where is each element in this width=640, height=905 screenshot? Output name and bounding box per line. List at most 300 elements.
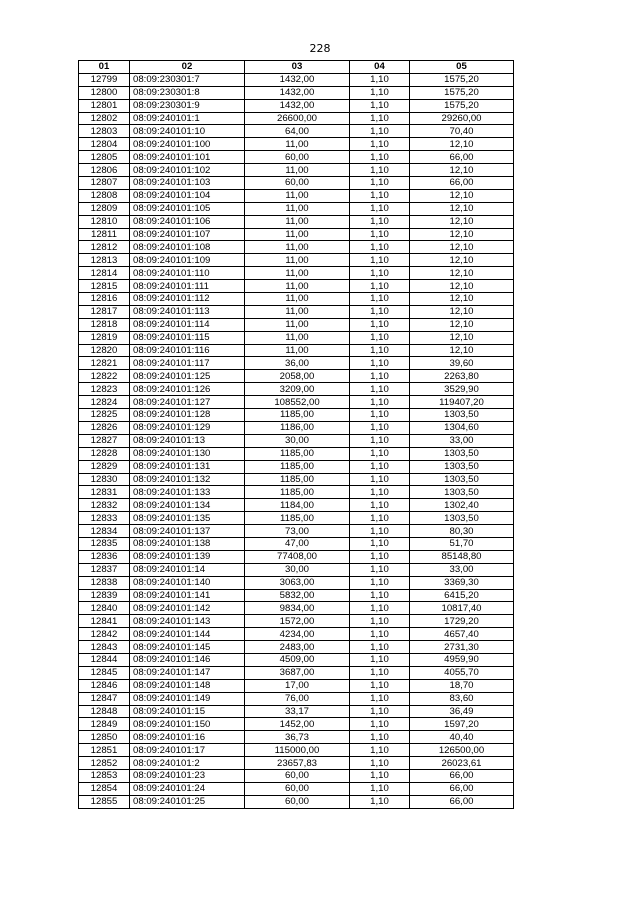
table-row	[79, 138, 514, 151]
value-cell: 1572,00	[245, 615, 350, 628]
result-cell: 51,70	[410, 537, 514, 550]
table-header-row	[79, 61, 514, 74]
result-cell: 12,10	[410, 215, 514, 228]
row-number-cell: 12845	[79, 666, 130, 679]
row-number-cell: 12809	[79, 202, 130, 215]
coefficient-cell: 1,10	[350, 241, 410, 254]
coefficient-cell: 1,10	[350, 576, 410, 589]
coefficient-cell: 1,10	[350, 525, 410, 538]
row-number-cell: 12799	[79, 73, 130, 86]
value-cell: 47,00	[245, 537, 350, 550]
value-cell: 1432,00	[245, 99, 350, 112]
cadastral-number-cell: 08:09:240101:114	[130, 318, 245, 331]
coefficient-cell: 1,10	[350, 744, 410, 757]
row-number-cell: 12801	[79, 99, 130, 112]
table-row	[79, 228, 514, 241]
coefficient-cell: 1,10	[350, 267, 410, 280]
table-row	[79, 525, 514, 538]
value-cell: 73,00	[245, 525, 350, 538]
row-number-cell: 12806	[79, 164, 130, 177]
row-number-cell: 12853	[79, 769, 130, 782]
value-cell: 11,00	[245, 344, 350, 357]
value-cell: 1432,00	[245, 73, 350, 86]
table-row	[79, 318, 514, 331]
row-number-cell: 12846	[79, 679, 130, 692]
result-cell: 18,70	[410, 679, 514, 692]
result-cell: 126500,00	[410, 744, 514, 757]
cadastral-number-cell: 08:09:240101:127	[130, 396, 245, 409]
result-cell: 29260,00	[410, 112, 514, 125]
value-cell: 1432,00	[245, 86, 350, 99]
cadastral-number-cell: 08:09:240101:15	[130, 705, 245, 718]
value-cell: 11,00	[245, 318, 350, 331]
value-cell: 2058,00	[245, 370, 350, 383]
result-cell: 12,10	[410, 164, 514, 177]
result-cell: 12,10	[410, 344, 514, 357]
coefficient-cell: 1,10	[350, 202, 410, 215]
table-row	[79, 331, 514, 344]
value-cell: 1185,00	[245, 409, 350, 422]
result-cell: 4055,70	[410, 666, 514, 679]
value-cell: 1185,00	[245, 447, 350, 460]
table-row	[79, 396, 514, 409]
cadastral-number-cell: 08:09:240101:101	[130, 151, 245, 164]
result-cell: 4657,40	[410, 628, 514, 641]
coefficient-cell: 1,10	[350, 757, 410, 770]
cadastral-number-cell: 08:09:240101:149	[130, 692, 245, 705]
result-cell: 12,10	[410, 280, 514, 293]
cadastral-number-cell: 08:09:240101:135	[130, 512, 245, 525]
coefficient-cell: 1,10	[350, 189, 410, 202]
table-row	[79, 460, 514, 473]
row-number-cell: 12841	[79, 615, 130, 628]
coefficient-cell: 1,10	[350, 666, 410, 679]
coefficient-cell: 1,10	[350, 280, 410, 293]
table-row	[79, 576, 514, 589]
result-cell: 119407,20	[410, 396, 514, 409]
cadastral-number-cell: 08:09:240101:103	[130, 177, 245, 190]
coefficient-cell: 1,10	[350, 318, 410, 331]
coefficient-cell: 1,10	[350, 589, 410, 602]
row-number-cell: 12832	[79, 499, 130, 512]
column-header-04: 04	[350, 61, 410, 74]
table-row	[79, 202, 514, 215]
row-number-cell: 12803	[79, 125, 130, 138]
coefficient-cell: 1,10	[350, 293, 410, 306]
value-cell: 2483,00	[245, 641, 350, 654]
result-cell: 1729,20	[410, 615, 514, 628]
row-number-cell: 12830	[79, 473, 130, 486]
table-row	[79, 744, 514, 757]
cadastral-number-cell: 08:09:240101:148	[130, 679, 245, 692]
result-cell: 2731,30	[410, 641, 514, 654]
coefficient-cell: 1,10	[350, 641, 410, 654]
cadastral-number-cell: 08:09:240101:25	[130, 795, 245, 808]
result-cell: 12,10	[410, 138, 514, 151]
result-cell: 10817,40	[410, 602, 514, 615]
coefficient-cell: 1,10	[350, 86, 410, 99]
table-row	[79, 537, 514, 550]
row-number-cell: 12852	[79, 757, 130, 770]
row-number-cell: 12811	[79, 228, 130, 241]
result-cell: 1303,50	[410, 409, 514, 422]
row-number-cell: 12808	[79, 189, 130, 202]
result-cell: 4959,90	[410, 653, 514, 666]
row-number-cell: 12847	[79, 692, 130, 705]
row-number-cell: 12822	[79, 370, 130, 383]
coefficient-cell: 1,10	[350, 795, 410, 808]
row-number-cell: 12831	[79, 486, 130, 499]
table-row	[79, 125, 514, 138]
result-cell: 66,00	[410, 177, 514, 190]
column-header-03: 03	[245, 61, 350, 74]
coefficient-cell: 1,10	[350, 537, 410, 550]
row-number-cell: 12835	[79, 537, 130, 550]
result-cell: 12,10	[410, 293, 514, 306]
result-cell: 85148,80	[410, 550, 514, 563]
coefficient-cell: 1,10	[350, 112, 410, 125]
result-cell: 1304,60	[410, 421, 514, 434]
table-row	[79, 628, 514, 641]
row-number-cell: 12802	[79, 112, 130, 125]
cadastral-number-cell: 08:09:240101:102	[130, 164, 245, 177]
table-row	[79, 550, 514, 563]
table-row	[79, 293, 514, 306]
table-row	[79, 99, 514, 112]
coefficient-cell: 1,10	[350, 254, 410, 267]
result-cell: 66,00	[410, 795, 514, 808]
cadastral-number-cell: 08:09:240101:105	[130, 202, 245, 215]
table-row	[79, 731, 514, 744]
table-row	[79, 112, 514, 125]
row-number-cell: 12838	[79, 576, 130, 589]
result-cell: 1597,20	[410, 718, 514, 731]
cadastral-number-cell: 08:09:240101:13	[130, 434, 245, 447]
row-number-cell: 12849	[79, 718, 130, 731]
value-cell: 23657,83	[245, 757, 350, 770]
table-row	[79, 447, 514, 460]
table-row	[79, 757, 514, 770]
row-number-cell: 12843	[79, 641, 130, 654]
value-cell: 11,00	[245, 215, 350, 228]
cadastral-number-cell: 08:09:240101:10	[130, 125, 245, 138]
coefficient-cell: 1,10	[350, 151, 410, 164]
cadastral-number-cell: 08:09:240101:100	[130, 138, 245, 151]
row-number-cell: 12839	[79, 589, 130, 602]
table-row	[79, 499, 514, 512]
value-cell: 11,00	[245, 228, 350, 241]
table-row	[79, 615, 514, 628]
cadastral-number-cell: 08:09:240101:116	[130, 344, 245, 357]
cadastral-number-cell: 08:09:240101:17	[130, 744, 245, 757]
cadastral-number-cell: 08:09:240101:109	[130, 254, 245, 267]
coefficient-cell: 1,10	[350, 512, 410, 525]
result-cell: 3529,90	[410, 383, 514, 396]
value-cell: 11,00	[245, 305, 350, 318]
result-cell: 1302,40	[410, 499, 514, 512]
result-cell: 1303,50	[410, 447, 514, 460]
value-cell: 9834,00	[245, 602, 350, 615]
coefficient-cell: 1,10	[350, 409, 410, 422]
row-number-cell: 12820	[79, 344, 130, 357]
cadastral-number-cell: 08:09:240101:113	[130, 305, 245, 318]
table-row	[79, 215, 514, 228]
result-cell: 66,00	[410, 782, 514, 795]
value-cell: 1186,00	[245, 421, 350, 434]
value-cell: 11,00	[245, 241, 350, 254]
value-cell: 36,00	[245, 357, 350, 370]
table-row	[79, 486, 514, 499]
cadastral-number-cell: 08:09:240101:125	[130, 370, 245, 383]
row-number-cell: 12810	[79, 215, 130, 228]
coefficient-cell: 1,10	[350, 396, 410, 409]
table-row	[79, 589, 514, 602]
result-cell: 2263,80	[410, 370, 514, 383]
value-cell: 1185,00	[245, 460, 350, 473]
table-row	[79, 164, 514, 177]
cadastral-number-cell: 08:09:240101:130	[130, 447, 245, 460]
result-cell: 1303,50	[410, 486, 514, 499]
coefficient-cell: 1,10	[350, 731, 410, 744]
table-body	[79, 73, 514, 808]
row-number-cell: 12823	[79, 383, 130, 396]
coefficient-cell: 1,10	[350, 177, 410, 190]
value-cell: 26600,00	[245, 112, 350, 125]
result-cell: 12,10	[410, 254, 514, 267]
result-cell: 80,30	[410, 525, 514, 538]
value-cell: 17,00	[245, 679, 350, 692]
table-row	[79, 769, 514, 782]
row-number-cell: 12827	[79, 434, 130, 447]
cadastral-number-cell: 08:09:240101:128	[130, 409, 245, 422]
cadastral-number-cell: 08:09:240101:146	[130, 653, 245, 666]
cadastral-number-cell: 08:09:240101:126	[130, 383, 245, 396]
table-row	[79, 705, 514, 718]
coefficient-cell: 1,10	[350, 628, 410, 641]
result-cell: 12,10	[410, 241, 514, 254]
table-row	[79, 86, 514, 99]
row-number-cell: 12855	[79, 795, 130, 808]
table-row	[79, 653, 514, 666]
coefficient-cell: 1,10	[350, 357, 410, 370]
value-cell: 30,00	[245, 434, 350, 447]
coefficient-cell: 1,10	[350, 563, 410, 576]
result-cell: 12,10	[410, 228, 514, 241]
row-number-cell: 12829	[79, 460, 130, 473]
coefficient-cell: 1,10	[350, 782, 410, 795]
value-cell: 3209,00	[245, 383, 350, 396]
cadastral-number-cell: 08:09:240101:111	[130, 280, 245, 293]
coefficient-cell: 1,10	[350, 434, 410, 447]
table-row	[79, 370, 514, 383]
table-row	[79, 718, 514, 731]
row-number-cell: 12818	[79, 318, 130, 331]
value-cell: 77408,00	[245, 550, 350, 563]
coefficient-cell: 1,10	[350, 331, 410, 344]
result-cell: 12,10	[410, 189, 514, 202]
row-number-cell: 12804	[79, 138, 130, 151]
row-number-cell: 12812	[79, 241, 130, 254]
result-cell: 12,10	[410, 202, 514, 215]
table-row	[79, 357, 514, 370]
column-header-05: 05	[410, 61, 514, 74]
table-row	[79, 666, 514, 679]
result-cell: 3369,30	[410, 576, 514, 589]
cadastral-number-cell: 08:09:240101:140	[130, 576, 245, 589]
cadastral-number-cell: 08:09:240101:112	[130, 293, 245, 306]
data-table	[78, 60, 514, 809]
result-cell: 39,60	[410, 357, 514, 370]
value-cell: 11,00	[245, 202, 350, 215]
value-cell: 36,73	[245, 731, 350, 744]
value-cell: 30,00	[245, 563, 350, 576]
table-row	[79, 473, 514, 486]
cadastral-number-cell: 08:09:240101:110	[130, 267, 245, 280]
coefficient-cell: 1,10	[350, 499, 410, 512]
cadastral-number-cell: 08:09:230301:7	[130, 73, 245, 86]
table-row	[79, 421, 514, 434]
coefficient-cell: 1,10	[350, 769, 410, 782]
value-cell: 11,00	[245, 164, 350, 177]
result-cell: 1303,50	[410, 473, 514, 486]
row-number-cell: 12854	[79, 782, 130, 795]
cadastral-number-cell: 08:09:240101:115	[130, 331, 245, 344]
table-row	[79, 254, 514, 267]
result-cell: 70,40	[410, 125, 514, 138]
cadastral-number-cell: 08:09:240101:139	[130, 550, 245, 563]
table-row	[79, 434, 514, 447]
value-cell: 76,00	[245, 692, 350, 705]
column-header-02: 02	[130, 61, 245, 74]
table-row	[79, 795, 514, 808]
result-cell: 26023,61	[410, 757, 514, 770]
row-number-cell: 12836	[79, 550, 130, 563]
result-cell: 33,00	[410, 563, 514, 576]
value-cell: 11,00	[245, 267, 350, 280]
coefficient-cell: 1,10	[350, 447, 410, 460]
value-cell: 60,00	[245, 151, 350, 164]
table-row	[79, 241, 514, 254]
table-row	[79, 409, 514, 422]
column-header-01: 01	[79, 61, 130, 74]
result-cell: 40,40	[410, 731, 514, 744]
coefficient-cell: 1,10	[350, 370, 410, 383]
cadastral-number-cell: 08:09:240101:2	[130, 757, 245, 770]
row-number-cell: 12837	[79, 563, 130, 576]
table-row	[79, 602, 514, 615]
result-cell: 12,10	[410, 267, 514, 280]
value-cell: 1185,00	[245, 512, 350, 525]
coefficient-cell: 1,10	[350, 653, 410, 666]
cadastral-number-cell: 08:09:230301:9	[130, 99, 245, 112]
row-number-cell: 12825	[79, 409, 130, 422]
coefficient-cell: 1,10	[350, 138, 410, 151]
result-cell: 66,00	[410, 769, 514, 782]
value-cell: 4509,00	[245, 653, 350, 666]
row-number-cell: 12814	[79, 267, 130, 280]
value-cell: 11,00	[245, 138, 350, 151]
result-cell: 12,10	[410, 331, 514, 344]
cadastral-number-cell: 08:09:240101:138	[130, 537, 245, 550]
row-number-cell: 12834	[79, 525, 130, 538]
cadastral-number-cell: 08:09:240101:141	[130, 589, 245, 602]
table-row	[79, 782, 514, 795]
cadastral-number-cell: 08:09:240101:147	[130, 666, 245, 679]
table-row	[79, 563, 514, 576]
cadastral-number-cell: 08:09:240101:108	[130, 241, 245, 254]
row-number-cell: 12826	[79, 421, 130, 434]
cadastral-number-cell: 08:09:240101:143	[130, 615, 245, 628]
row-number-cell: 12816	[79, 293, 130, 306]
coefficient-cell: 1,10	[350, 383, 410, 396]
row-number-cell: 12833	[79, 512, 130, 525]
row-number-cell: 12850	[79, 731, 130, 744]
result-cell: 1575,20	[410, 99, 514, 112]
coefficient-cell: 1,10	[350, 99, 410, 112]
coefficient-cell: 1,10	[350, 550, 410, 563]
coefficient-cell: 1,10	[350, 718, 410, 731]
value-cell: 115000,00	[245, 744, 350, 757]
cadastral-number-cell: 08:09:240101:16	[130, 731, 245, 744]
cadastral-number-cell: 08:09:240101:104	[130, 189, 245, 202]
value-cell: 3063,00	[245, 576, 350, 589]
coefficient-cell: 1,10	[350, 164, 410, 177]
row-number-cell: 12840	[79, 602, 130, 615]
cadastral-number-cell: 08:09:240101:134	[130, 499, 245, 512]
value-cell: 60,00	[245, 769, 350, 782]
row-number-cell: 12800	[79, 86, 130, 99]
table-row	[79, 267, 514, 280]
result-cell: 1303,50	[410, 460, 514, 473]
result-cell: 83,60	[410, 692, 514, 705]
value-cell: 5832,00	[245, 589, 350, 602]
cadastral-number-cell: 08:09:240101:144	[130, 628, 245, 641]
row-number-cell: 12848	[79, 705, 130, 718]
value-cell: 64,00	[245, 125, 350, 138]
value-cell: 33,17	[245, 705, 350, 718]
coefficient-cell: 1,10	[350, 228, 410, 241]
row-number-cell: 12828	[79, 447, 130, 460]
row-number-cell: 12842	[79, 628, 130, 641]
coefficient-cell: 1,10	[350, 473, 410, 486]
value-cell: 11,00	[245, 331, 350, 344]
value-cell: 11,00	[245, 293, 350, 306]
cadastral-number-cell: 08:09:240101:106	[130, 215, 245, 228]
cadastral-number-cell: 08:09:240101:142	[130, 602, 245, 615]
row-number-cell: 12807	[79, 177, 130, 190]
table-row	[79, 641, 514, 654]
cadastral-number-cell: 08:09:240101:137	[130, 525, 245, 538]
coefficient-cell: 1,10	[350, 421, 410, 434]
cadastral-number-cell: 08:09:240101:133	[130, 486, 245, 499]
table-row	[79, 692, 514, 705]
coefficient-cell: 1,10	[350, 73, 410, 86]
value-cell: 4234,00	[245, 628, 350, 641]
page-number: 228	[309, 42, 331, 55]
coefficient-cell: 1,10	[350, 705, 410, 718]
coefficient-cell: 1,10	[350, 486, 410, 499]
row-number-cell: 12851	[79, 744, 130, 757]
value-cell: 1185,00	[245, 473, 350, 486]
result-cell: 1575,20	[410, 86, 514, 99]
row-number-cell: 12815	[79, 280, 130, 293]
result-cell: 12,10	[410, 305, 514, 318]
cadastral-number-cell: 08:09:240101:117	[130, 357, 245, 370]
value-cell: 108552,00	[245, 396, 350, 409]
row-number-cell: 12824	[79, 396, 130, 409]
value-cell: 60,00	[245, 795, 350, 808]
value-cell: 1452,00	[245, 718, 350, 731]
